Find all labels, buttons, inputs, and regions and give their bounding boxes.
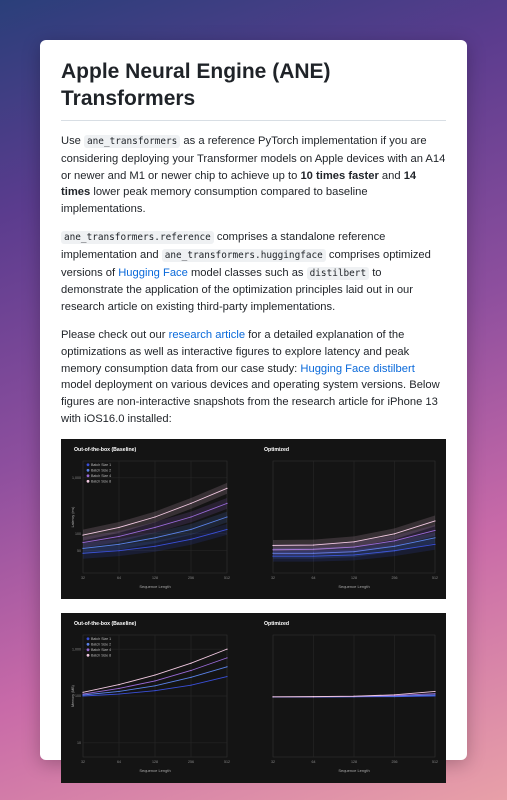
chart3-title: Optimized <box>264 620 290 627</box>
chart0-legend-swatch <box>87 474 90 477</box>
chart0-x-tick: 64 <box>117 575 121 580</box>
chart0-series-3-point <box>118 536 119 537</box>
chart0-series-3-point <box>226 503 227 504</box>
chart3-x-tick: 64 <box>311 759 316 764</box>
chart3-series-3-point <box>434 693 435 694</box>
chart0-x-label: Sequence Length <box>139 583 171 589</box>
chart0-series-1-point <box>118 550 119 551</box>
chart2-series-2-point <box>118 691 119 692</box>
chart0-y-label: Latency (ms) <box>71 506 75 528</box>
chart2-legend-label: Batch Size 8 <box>91 653 112 658</box>
chart0-series-2-point <box>82 548 83 549</box>
chart0-series-3-point <box>190 516 191 517</box>
memory-figure-svg <box>61 613 446 783</box>
chart0-legend-swatch <box>87 469 90 472</box>
chart2-x-tick: 256 <box>188 759 194 764</box>
chart1-series-3-point <box>434 530 435 531</box>
chart0-series-4-point <box>82 534 83 535</box>
chart3-x-tick: 32 <box>271 759 275 764</box>
code-reference: ane_transformers.reference <box>61 231 214 244</box>
chart0-y-tick: 1,000 <box>72 475 81 480</box>
chart0-series-3-point <box>154 527 155 528</box>
chart0-title: Out-of-the-box (Baseline) <box>74 446 137 453</box>
chart3-series-2-point <box>434 694 435 695</box>
chart1-series-3-point <box>394 540 395 541</box>
chart1-x-tick: 256 <box>391 575 398 580</box>
chart2-series-3-point <box>118 688 119 689</box>
chart3-series-4-point <box>313 696 314 697</box>
chart2-y-label: Memory (MB) <box>71 684 75 707</box>
chart2-legend-label: Batch Size 4 <box>91 647 112 652</box>
chart2-series-3-point <box>154 680 155 681</box>
reference-paragraph: ane_transformers.reference comprises a standalone reference implementation and ane_transformers.huggingface comprises optimized versions of Hugging Face model classes such as distilbert to demonstrate the application of the optimization principles laid out in our research article on existing third-party implementations. <box>61 230 431 314</box>
chart2-x-tick: 128 <box>152 759 158 764</box>
chart2-series-4-point <box>190 662 191 663</box>
chart2-x-tick: 64 <box>117 759 121 764</box>
chart2-series-2-point <box>226 666 227 667</box>
chart0-legend-label: Batch Size 4 <box>91 473 112 478</box>
chart0-legend-swatch <box>87 480 90 483</box>
latency-figure <box>61 439 446 599</box>
chart1-title: Optimized <box>264 446 290 453</box>
chart3-series-4-point <box>434 691 435 692</box>
chart2-series-3-point <box>226 657 227 658</box>
code-huggingface: ane_transformers.huggingface <box>162 249 326 262</box>
chart0-x-tick: 512 <box>224 575 230 580</box>
chart1-x-label: Sequence Length <box>338 583 370 589</box>
chart2-x-label: Sequence Length <box>139 767 171 773</box>
code-distilbert: distilbert <box>307 267 369 280</box>
chart3-x-label: Sequence Length <box>338 767 370 773</box>
chart2-series-4-point <box>226 648 227 649</box>
chart0-series-4-point <box>226 487 227 488</box>
chart3-series-4-point <box>272 696 273 697</box>
chart1-series-4-point <box>434 520 435 521</box>
chart0-y-tick: 100 <box>75 531 81 536</box>
chart0-legend-swatch <box>87 463 90 466</box>
chart2-series-2-point <box>154 685 155 686</box>
chart1-series-1-point <box>434 543 435 544</box>
chart0-series-1-point <box>190 538 191 539</box>
chart3-x-tick: 128 <box>351 759 357 764</box>
chart3-x-tick: 512 <box>432 759 438 764</box>
chart0-series-2-point <box>118 543 119 544</box>
chart2-series-1-point <box>154 690 155 691</box>
chart1-x-tick: 64 <box>311 575 316 580</box>
memory-figure <box>61 613 446 783</box>
code-ane-transformers: ane_transformers <box>84 135 180 148</box>
chart0-series-2-point <box>190 529 191 530</box>
chart0-legend-label: Batch Size 8 <box>91 479 112 484</box>
chart0-x-tick: 128 <box>152 575 158 580</box>
chart2-legend-swatch <box>87 648 90 651</box>
intro-paragraph: Use ane_transformers as a reference PyTorch implementation if you are considering deploying your Transformer models on Apple devices with an A14 or newer and M1 or newer chip to achieve up to 10 times faster and 14 times lower peak memory consumption compared to baseline implementations. <box>61 135 446 216</box>
chart0-series-4-point <box>190 503 191 504</box>
chart2-legend-swatch <box>87 643 90 646</box>
chart2-legend-swatch <box>87 637 90 640</box>
chart2-legend-swatch <box>87 654 90 657</box>
chart2-title: Out-of-the-box (Baseline) <box>74 620 137 627</box>
chart2-x-tick: 512 <box>224 759 230 764</box>
chart1-series-4-point <box>353 541 354 542</box>
hugging-face-link[interactable]: Hugging Face <box>118 266 188 279</box>
chart3-series-4-point <box>353 695 354 696</box>
chart0-series-2-point <box>226 516 227 517</box>
chart2-series-2-point <box>190 676 191 677</box>
chart0-legend-label: Batch Size 2 <box>91 468 112 473</box>
chart2-series-4-point <box>118 684 119 685</box>
page-title: Apple Neural Engine (ANE) Transformers <box>61 60 331 110</box>
bold-10x-faster: 10 times faster <box>300 169 379 182</box>
chart1-series-2-point <box>434 537 435 538</box>
chart1-series-4-point <box>272 545 273 546</box>
readme-card <box>40 40 467 773</box>
chart2-legend-label: Batch Size 2 <box>91 642 112 647</box>
chart0-series-4-point <box>154 516 155 517</box>
hugging-face-distilbert-link[interactable]: Hugging Face distilbert <box>300 362 415 375</box>
chart2-y-tick: 100 <box>75 693 81 698</box>
chart2-series-3-point <box>82 693 83 694</box>
chart2-series-4-point <box>154 674 155 675</box>
title-divider <box>61 120 446 121</box>
latency-figure-svg <box>61 439 446 599</box>
research-article-link[interactable]: research article <box>168 328 246 341</box>
chart2-x-tick: 32 <box>81 759 85 764</box>
chart1-series-4-point <box>394 533 395 534</box>
chart0-series-1-point <box>226 529 227 530</box>
chart0-series-1-point <box>154 545 155 546</box>
chart2-y-tick: 10 <box>77 740 81 745</box>
chart1-x-tick: 512 <box>432 575 438 580</box>
chart2-series-1-point <box>226 676 227 677</box>
chart2-y-tick: 1,000 <box>72 647 81 652</box>
chart0-x-tick: 32 <box>81 575 85 580</box>
chart2-series-1-point <box>190 684 191 685</box>
chart3-x-tick: 256 <box>391 759 398 764</box>
chart1-x-tick: 128 <box>351 575 357 580</box>
chart2-series-3-point <box>190 670 191 671</box>
chart0-x-tick: 256 <box>188 575 194 580</box>
chart1-series-4-point <box>313 544 314 545</box>
chart0-y-tick: 50 <box>77 548 81 553</box>
bold-14x: 14 times <box>61 169 417 199</box>
chart0-series-4-point <box>118 527 119 528</box>
chart2-series-4-point <box>82 691 83 692</box>
chart0-series-3-point <box>82 542 83 543</box>
chart0-legend-label: Batch Size 1 <box>91 462 112 467</box>
chart1-x-tick: 32 <box>271 575 275 580</box>
chart3-series-4-point <box>394 694 395 695</box>
research-paragraph: Please check out our research article for a detailed explanation of the optimizations as well as interactive figures to explore latency and peak memory consumption data from our case study: Hugging Face distilbert model deployment on various devices and operating system versions. Below figures are non-interactive snapshots from the research article for iPhone 13 with iOS16.0 installed: <box>61 328 440 425</box>
chart2-legend-label: Batch Size 1 <box>91 636 112 641</box>
chart0-series-2-point <box>154 537 155 538</box>
chart2-series-1-point <box>118 693 119 694</box>
